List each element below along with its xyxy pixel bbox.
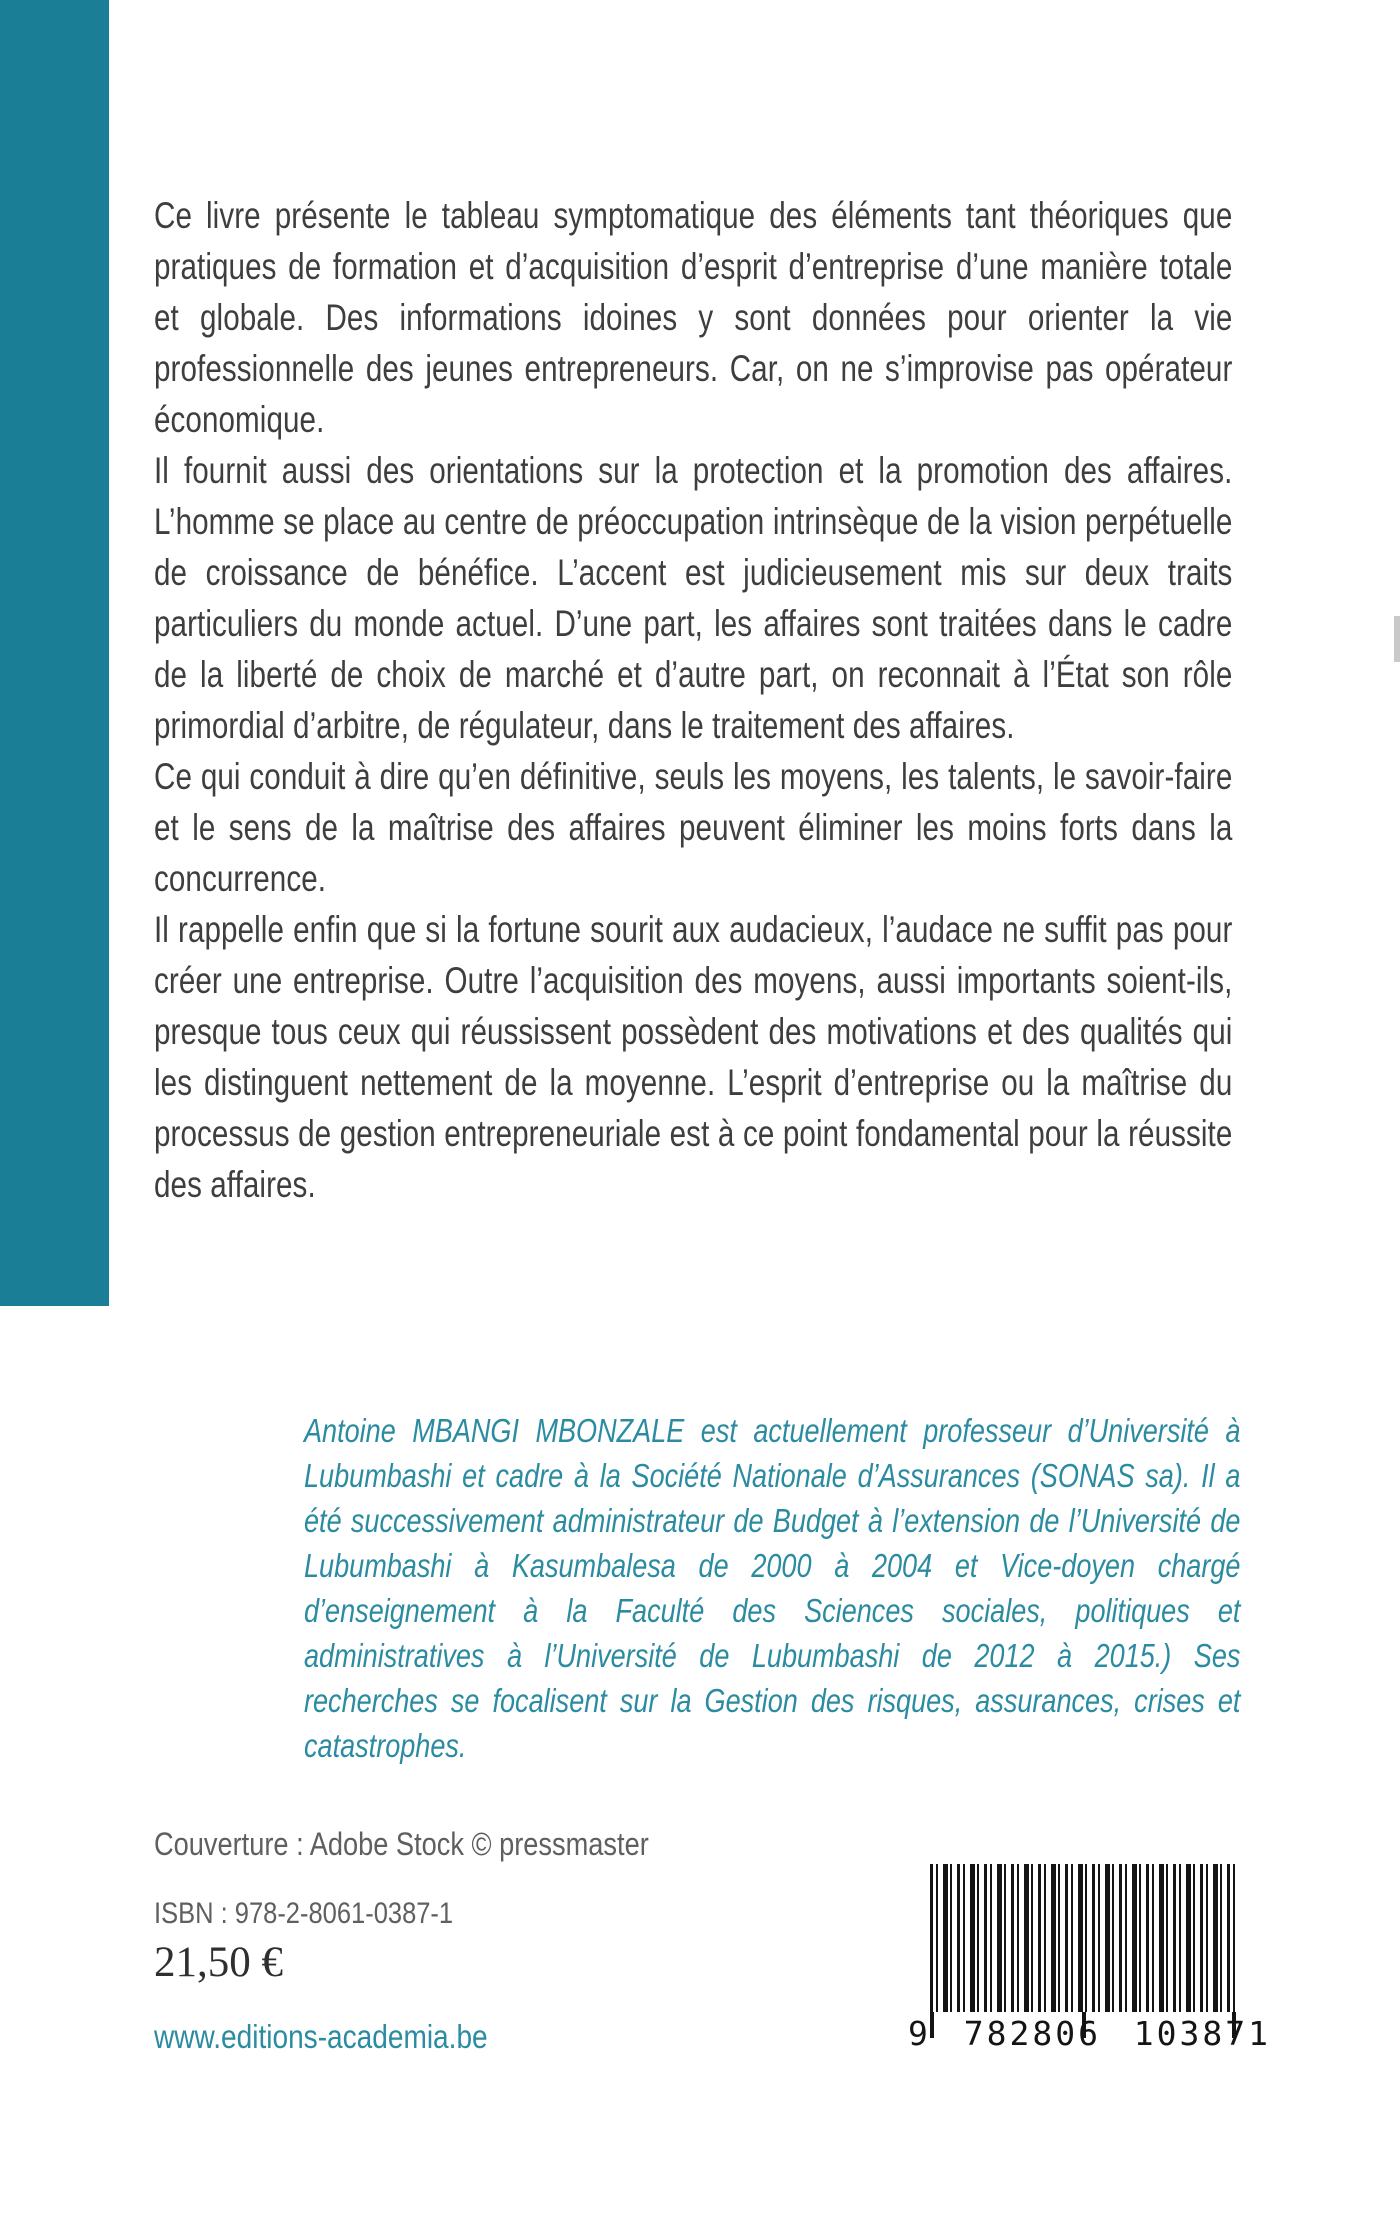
cover-credit	[154, 1826, 736, 1863]
synopsis-block	[154, 190, 1232, 1210]
author-bio-paragraph	[304, 1408, 1240, 1768]
price-text: 21,50 €	[154, 1939, 283, 1986]
author-bio	[304, 1408, 1240, 1768]
publisher-website	[154, 2018, 547, 2056]
synopsis-paragraph: Ce qui conduit à dire qu’en définitive, seuls les moyens, les talents, le savoir-faire et le sens de la maîtrise des affaires peuvent éliminer les moins forts dans la concurrence.	[154, 756, 1233, 899]
barcode-digits: 9 782806 103871	[908, 2014, 1272, 2053]
publisher-website-text: www.editions-academia.be	[154, 2018, 488, 2055]
isbn-text	[154, 1897, 506, 1931]
synopsis-paragraph: Il fournit aussi des orientations sur la protection et la promotion des affaires. L’homme se place au centre de préoccupation intrinsèque de la vision perpétuelle de croissance de bénéfice. L’accent est judicieusement mis sur deux traits particuliers du monde actuel. D’une part, les affaires sont traitées dans le cadre de la liberté de choix de marché et d’autre part, on reconnait à l’État son rôle primordial d’arbitre, de régulateur, dans le traitement des affaires.	[154, 450, 1233, 746]
spine-stripe	[0, 0, 109, 1306]
edge-artifact	[1394, 616, 1400, 662]
cover-credit-text: Couverture : Adobe Stock © pressmaster	[154, 1826, 649, 1862]
isbn-value: ISBN : 978-2-8061-0387-1	[154, 1897, 454, 1930]
barcode	[908, 1864, 1272, 2056]
synopsis-paragraph: Il rappelle enfin que si la fortune sourit aux audacieux, l’audace ne suffit pas pour créer une entreprise. Outre l’acquisition des moyens, aussi importants soient-ils, presque tous ceux qui réussissent possèdent des motivations et des qualités qui les distinguent nettement de la moyenne. L’esprit d’entreprise ou la maîtrise du processus de gestion entrepreneuriale est à ce point fondamental pour la réussite des affaires.	[154, 909, 1233, 1205]
author-bio-text: est actuellement professeur d’Université à Lubumbashi et cadre à la Société Nationale d’Assurances (SONAS sa). Il a été successivement administrateur de Budget à l’extension de l’Université de Lubumbashi à Kasumbalesa de 2000 à 2004 et Vice-doyen chargé d’enseignement à la Faculté des Sciences sociales, politiques et administratives à l’Université de Lubumbashi de 2012 à 2015.) Ses recherches se focalisent sur la Gestion des risques, assurances, crises et catastrophes.	[304, 1412, 1241, 1764]
barcode-bars	[930, 1864, 1236, 2012]
author-name: Antoine MBANGI MBONZALE	[304, 1412, 701, 1449]
synopsis-paragraph: Ce livre présente le tableau symptomatique des éléments tant théoriques que pratiques de formation et d’acquisition d’esprit d’entreprise d’une manière totale et globale. Des informations idoines y sont données pour orienter la vie professionnelle des jeunes entrepreneurs. Car, on ne s’improvise pas opérateur économique.	[154, 195, 1233, 440]
